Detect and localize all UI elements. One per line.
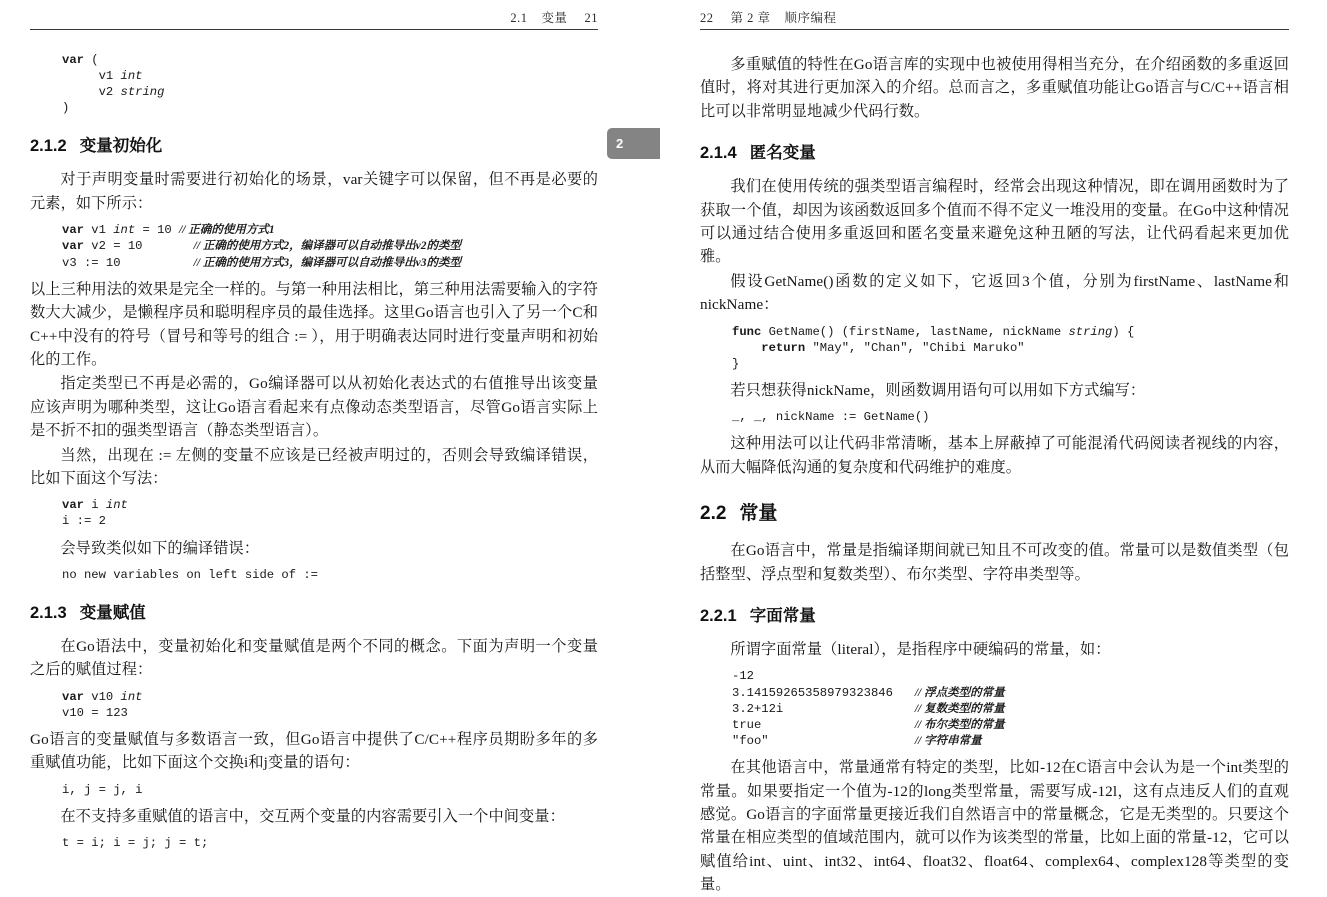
heading-2-1-2-title: 变量初始化 <box>79 137 163 156</box>
left-page-number: 21 <box>584 11 598 25</box>
running-head-section-title: 变量 <box>541 11 568 25</box>
heading-2-1-4-title: 匿名变量 <box>749 144 816 163</box>
heading-2-1-2-number: 2.1.2 <box>30 137 67 156</box>
running-head-section-number: 2.1 <box>510 11 528 25</box>
right-paragraph-3: 假设GetName()函数的定义如下，它返回3个值，分别为firstName、lastName和nickName： <box>700 272 1290 314</box>
right-page-head-rule <box>700 29 1289 30</box>
left-paragraph-1: 对于声明变量时需要进行初始化的场景，var关键字可以保留，但不再是必要的元素，如下所示： <box>30 171 598 212</box>
right-paragraph-4: 若只想获得nickName，则函数调用语句可以用如下方式编写： <box>730 381 1146 399</box>
code-block-swap: i, j = j, i <box>62 782 143 797</box>
left-paragraph-5: 会导致类似如下的编译错误： <box>60 539 260 557</box>
right-paragraph-1: 多重赋值的特性在Go语言库的实现中也被使用得相当充分，在介绍函数的多重返回值时，将对其进行更加深入的介绍。总而言之，多重赋值功能让Go语言与C/C++语言相比可以非常明显地减少代码行数。 <box>700 56 1289 120</box>
code-block-getname: func GetName() (firstName, lastName, nickName string) { return "May", "Chan", "Chibi Maruko" } <box>732 324 1135 371</box>
right-page-number: 22 <box>700 11 714 25</box>
left-page <box>0 0 660 851</box>
right-paragraph-8: 在其他语言中，常量通常有特定的类型，比如-12在C语言中会认为是一个int类型的常量。如果要指定一个值为-12的long类型常量，需要写成-12l，这有点违反人们的直观感觉。Go语言的字面常量更接近我们自然语言中的常量概念，它是无类型的。只要这个常量在相应类型的值域范围内，就可以作为该类型的常量，比如上面的常量-12，它可以赋值给int、uint、int32、int64、float32、float64、complex64、complex128等类型的变量。 <box>700 759 1289 894</box>
heading-2-1-4-number: 2.1.4 <box>700 144 737 163</box>
left-paragraph-7: Go语言的变量赋值与多数语言一致，但Go语言中提供了C/C++程序员期盼多年的多重赋值功能，比如下面这个交换i和j变量的语句： <box>30 731 598 772</box>
heading-2-2-title: 常量 <box>739 503 778 525</box>
heading-2-1-4 <box>700 139 1289 163</box>
chapter-tab-label: 2 <box>616 136 624 151</box>
left-paragraph-4: 当然，出现在 := 左侧的变量不应该是已经被声明过的，否则会导致编译错误，比如下面这个写法： <box>30 446 598 487</box>
code-block-var-init: var v1 int = 10 // 正确的使用方式1 var v2 = 10 // 正确的使用方式2，编译器可以自动推导出v2的类型 v3 := 10 // 正确的使用方式3，编译器可以自动推导出v3的类型 <box>62 223 462 270</box>
heading-2-2 <box>700 498 1289 525</box>
code-block-anonymous-var: _, _, nickName := GetName() <box>732 410 930 425</box>
left-paragraph-6: 在Go语法中，变量初始化和变量赋值是两个不同的概念。下面为声明一个变量之后的赋值过程： <box>30 638 598 679</box>
right-paragraph-7: 所谓字面常量（literal），是指程序中硬编码的常量，如： <box>730 641 1111 659</box>
left-paragraph-8: 在不支持多重赋值的语言中，交互两个变量的内容需要引入一个中间变量： <box>60 807 565 825</box>
right-paragraph-6: 在Go语言中，常量是指编译期间就已知且不可改变的值。常量可以是数值类型（包括整型、浮点型和复数类型）、布尔类型、字符串类型等。 <box>700 542 1289 583</box>
code-block-var-group: var ( v1 int v2 string ) <box>62 53 165 116</box>
heading-2-1-3-title: 变量赋值 <box>79 604 146 623</box>
heading-2-2-number: 2.2 <box>700 503 727 525</box>
code-block-temp-swap: t = i; i = j; j = t; <box>62 836 209 851</box>
running-head-chapter-label: 第 2 章 <box>730 11 771 25</box>
code-block-assign: var v10 int v10 = 123 <box>62 689 143 720</box>
left-page-head-rule <box>30 29 598 30</box>
right-page-running-head <box>700 0 1289 26</box>
heading-2-2-1-number: 2.2.1 <box>700 607 737 626</box>
heading-2-2-1-title: 字面常量 <box>749 607 816 626</box>
right-page <box>660 0 1327 894</box>
chapter-thumb-tab <box>607 128 660 159</box>
heading-2-1-3-number: 2.1.3 <box>30 604 67 623</box>
heading-2-1-2 <box>30 132 598 156</box>
code-block-redeclare: var i int i := 2 <box>62 498 128 529</box>
left-paragraph-3: 指定类型已不再是必需的，Go编译器可以从初始化表达式的右值推导出该变量应该声明为哪种类型，这让Go语言看起来有点像动态类型语言，尽管Go语言实际上是不折不扣的强类型语言（静态类型语言）。 <box>30 375 598 440</box>
left-page-running-head <box>30 0 598 26</box>
code-block-literals: -12 3.14159265358979323846 // 浮点类型的常量 3.2+12i // 复数类型的常量 true // 布尔类型的常量 "foo" // 字符串常量 <box>732 669 1005 749</box>
running-head-chapter-title: 顺序编程 <box>784 11 837 25</box>
left-paragraph-2: 以上三种用法的效果是完全一样的。与第一种用法相比，第三种用法需要输入的字符数大大减少，是懒程序员和聪明程序员的最佳选择。这里Go语言也引入了另一个C和C++中没有的符号（冒号和等号的组合 := ），用于明确表达同时进行变量声明和初始化的工作。 <box>30 280 598 368</box>
right-paragraph-5: 这种用法可以让代码非常清晰，基本上屏蔽掉了可能混淆代码阅读者视线的内容，从而大幅降低沟通的复杂度和代码维护的难度。 <box>700 435 1289 476</box>
code-block-compile-error: no new variables on left side of := <box>62 567 318 582</box>
right-paragraph-2: 我们在使用传统的强类型语言编程时，经常会出现这种情况，即在调用函数时为了获取一个值，却因为该函数返回多个值而不得不定义一堆没用的变量。在Go中这种情况可以通过结合使用多重返回和匿名变量来避免这种丑陋的写法，让代码看起来更加优雅。 <box>700 178 1289 266</box>
heading-2-2-1 <box>700 602 1289 626</box>
heading-2-1-3 <box>30 599 598 623</box>
